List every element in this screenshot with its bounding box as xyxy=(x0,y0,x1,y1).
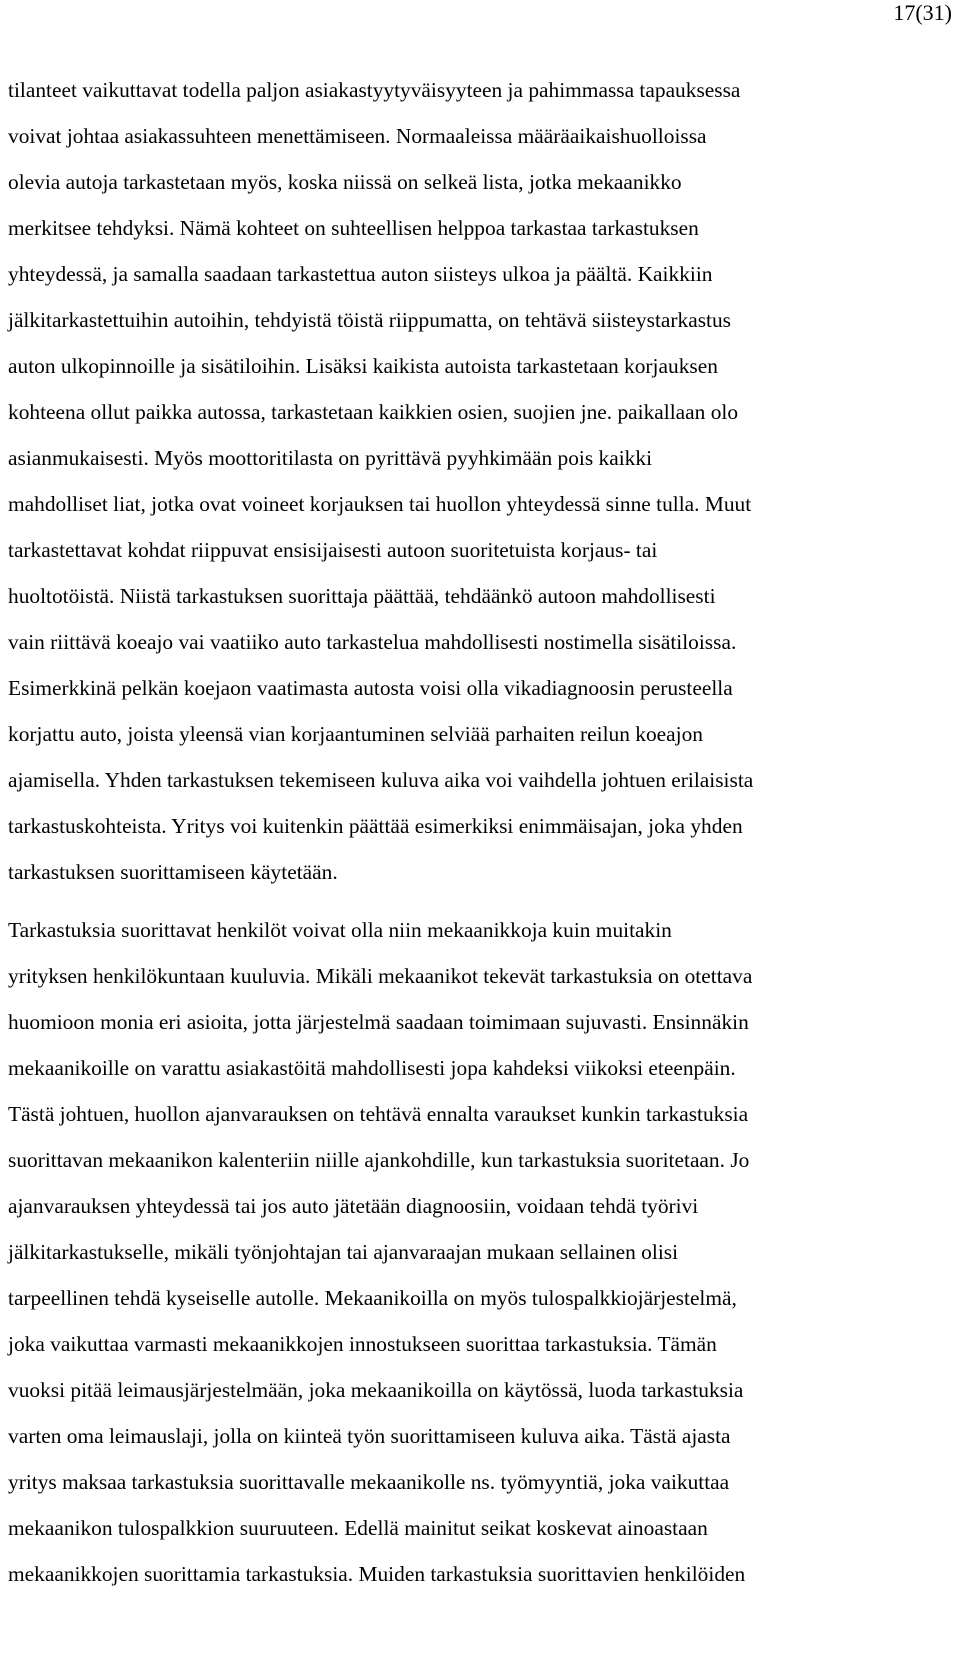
text-line: mahdolliset liat, jotka ovat voineet korjauksen tai huollon yhteydessä sinne tulla. Muut xyxy=(8,492,752,516)
text-line: olevia autoja tarkastetaan myös, koska niissä on selkeä lista, jotka mekaanikko xyxy=(8,170,682,194)
text-line: korjattu auto, joista yleensä vian korjaantuminen selviää parhaiten reilun koeajon xyxy=(8,722,703,746)
text-line: joka vaikuttaa varmasti mekaanikkojen innostukseen suorittaa tarkastuksia. Tämän xyxy=(8,1332,717,1356)
text-line: varten oma leimauslaji, jolla on kiinteä työn suorittamiseen kuluva aika. Tästä ajasta xyxy=(8,1424,731,1448)
text-line: mekaanikoille on varattu asiakastöitä mahdollisesti jopa kahdeksi viikoksi eteenpäin. xyxy=(8,1056,736,1080)
text-line: jälkitarkastukselle, mikäli työnjohtajan tai ajanvaraajan mukaan sellainen olisi xyxy=(8,1240,679,1264)
text-line: auton ulkopinnoille ja sisätiloihin. Lisäksi kaikista autoista tarkastetaan korjauksen xyxy=(8,354,718,378)
text-line: kohteena ollut paikka autossa, tarkastetaan kaikkien osien, suojien jne. paikallaan olo xyxy=(8,400,739,424)
text-line: vain riittävä koeajo vai vaatiiko auto tarkastelua mahdollisesti nostimella sisätiloissa. xyxy=(8,630,737,654)
text-line: huoltotöistä. Niistä tarkastuksen suorittaja päättää, tehdäänkö autoon mahdollisesti xyxy=(8,584,716,608)
text-line: mekaanikkojen suorittamia tarkastuksia. Muiden tarkastuksia suorittavien henkilöiden xyxy=(8,1562,746,1586)
text-line: huomioon monia eri asioita, jotta järjestelmä saadaan toimimaan sujuvasti. Ensinnäkin xyxy=(8,1010,749,1034)
text-line: ajanvarauksen yhteydessä tai jos auto jätetään diagnoosiin, voidaan tehdä työrivi xyxy=(8,1194,699,1218)
text-line: ajamisella. Yhden tarkastuksen tekemiseen kuluva aika voi vaihdella johtuen erilaisista xyxy=(8,768,754,792)
text-line: Esimerkkinä pelkän koejaon vaatimasta autosta voisi olla vikadiagnoosin perusteella xyxy=(8,676,733,700)
text-line: vuoksi pitää leimausjärjestelmään, joka mekaanikoilla on käytössä, luoda tarkastuksia xyxy=(8,1378,744,1402)
text-line: tarkastuskohteista. Yritys voi kuitenkin päättää esimerkiksi enimmäisajan, joka yhden xyxy=(8,814,743,838)
text-line: yritys maksaa tarkastuksia suorittavalle mekaanikolle ns. työmyyntiä, joka vaikuttaa xyxy=(8,1470,730,1494)
text-line: yhteydessä, ja samalla saadaan tarkastettua auton siisteys ulkoa ja päältä. Kaikkiin xyxy=(8,262,713,286)
text-line: suorittavan mekaanikon kalenteriin niille ajankohdille, kun tarkastuksia suoritetaan. Jo xyxy=(8,1148,750,1172)
text-line: yrityksen henkilökuntaan kuuluvia. Mikäli mekaanikot tekevät tarkastuksia on otettava xyxy=(8,964,753,988)
text-line: tarkastettavat kohdat riippuvat ensisijaisesti autoon suoritetuista korjaus- tai xyxy=(8,538,658,562)
text-line: Tästä johtuen, huollon ajanvarauksen on tehtävä ennalta varaukset kunkin tarkastuksia xyxy=(8,1102,749,1126)
text-line: voivat johtaa asiakassuhteen menettämiseen. Normaaleissa määräaikaishuolloissa xyxy=(8,124,707,148)
paragraph-2 xyxy=(8,907,952,1597)
text-line: mekaanikon tulospalkkion suuruuteen. Edellä mainitut seikat koskevat ainoastaan xyxy=(8,1516,708,1540)
text-line: merkitsee tehdyksi. Nämä kohteet on suhteellisen helppoa tarkastaa tarkastuksen xyxy=(8,216,699,240)
text-line: jälkitarkastettuihin autoihin, tehdyistä töistä riippumatta, on tehtävä siisteystarkastus xyxy=(8,308,731,332)
text-line: asianmukaisesti. Myös moottoritilasta on pyrittävä pyyhkimään pois kaikki xyxy=(8,446,653,470)
text-line: tarkastuksen suorittamiseen käytetään. xyxy=(8,860,338,884)
paragraph-1 xyxy=(8,67,952,895)
text-line: tilanteet vaikuttavat todella paljon asiakastyytyväisyyteen ja pahimmassa tapauksessa xyxy=(8,78,741,102)
text-line: tarpeellinen tehdä kyseiselle autolle. Mekaanikoilla on myös tulospalkkiojärjestelmä, xyxy=(8,1286,737,1310)
page-number: 17(31) xyxy=(893,0,952,25)
text-line: Tarkastuksia suorittavat henkilöt voivat olla niin mekaanikkoja kuin muitakin xyxy=(8,918,672,942)
